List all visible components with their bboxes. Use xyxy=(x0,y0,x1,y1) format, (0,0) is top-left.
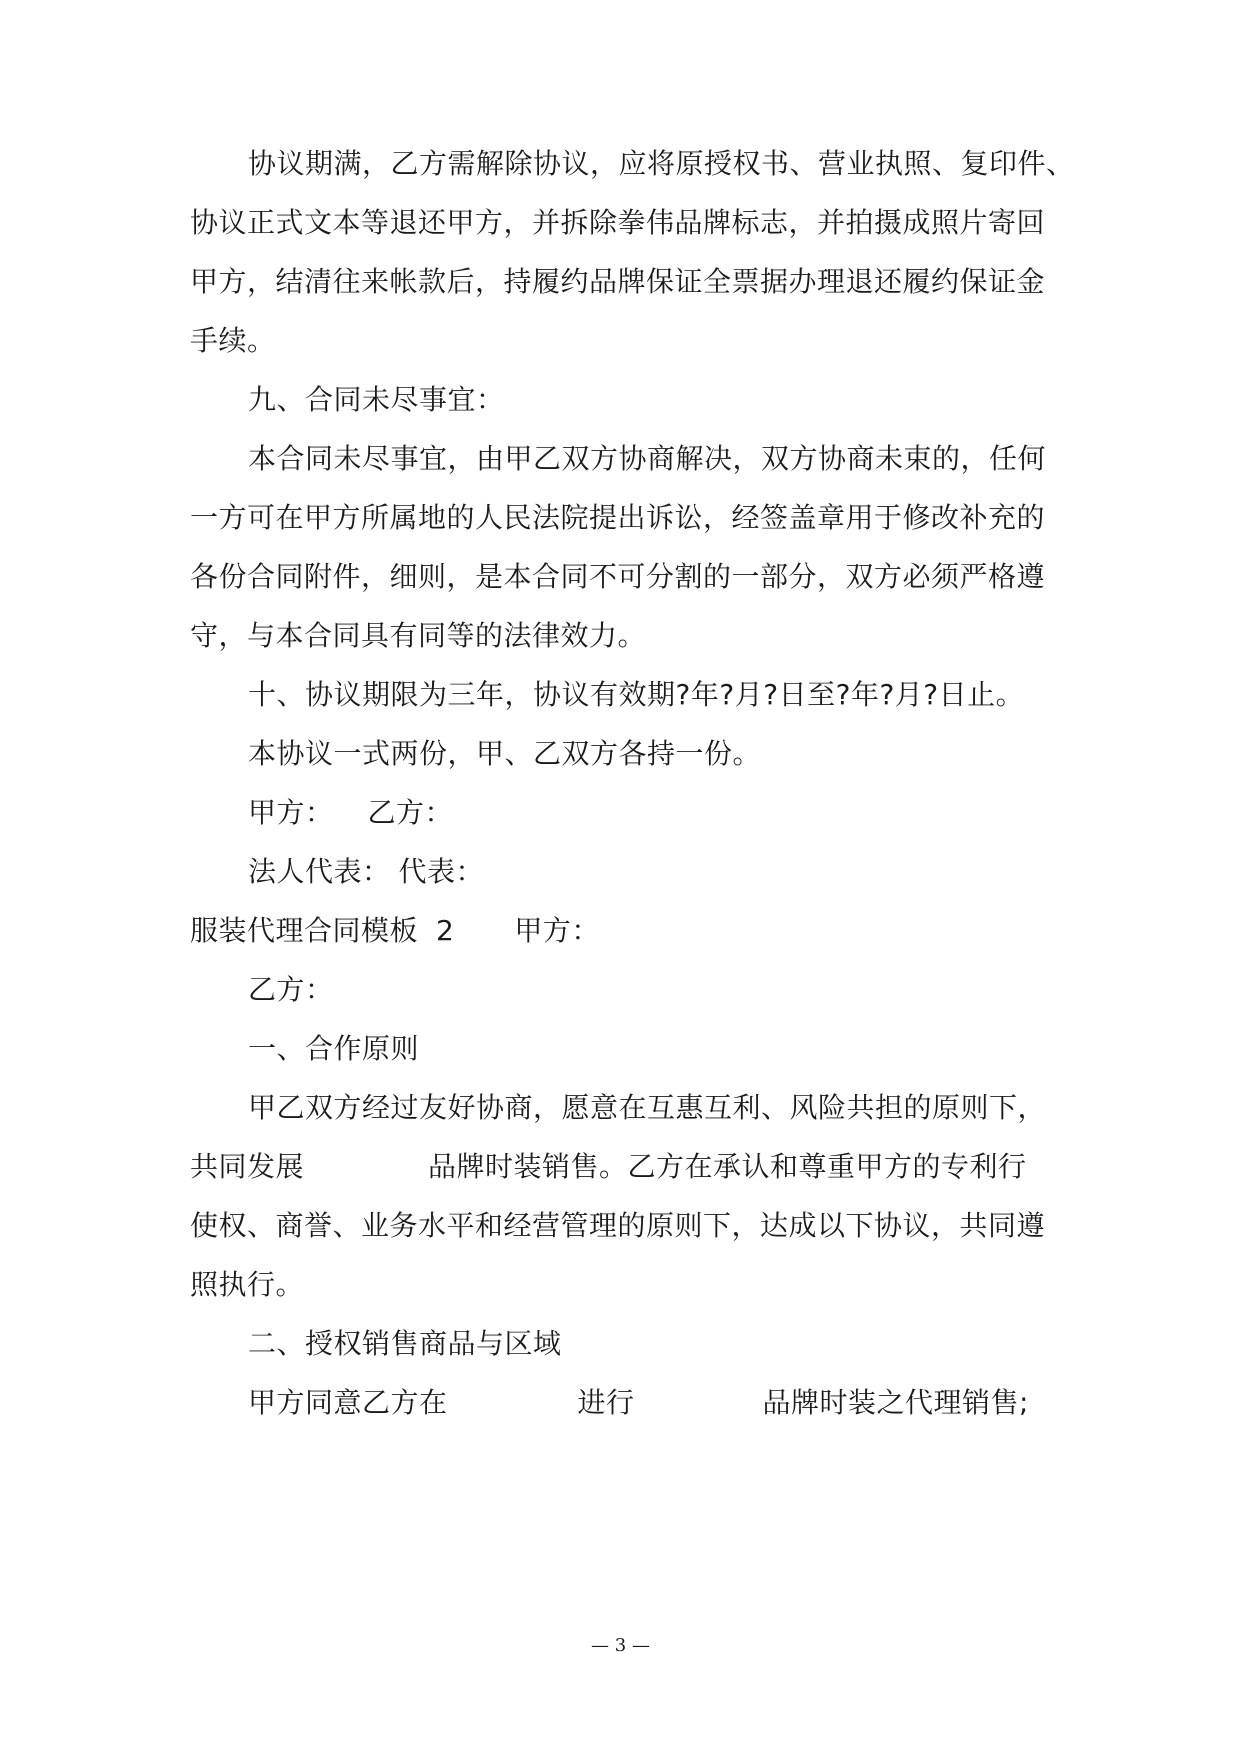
representative-label: 代表： xyxy=(398,855,485,888)
party-b-label: 乙方： xyxy=(248,973,334,1006)
paragraph-line: 照执行。 xyxy=(190,1268,305,1301)
paragraph-line xyxy=(190,1147,1027,1187)
paragraph-line xyxy=(248,1383,1029,1423)
paragraph-line: 十、协议期限为三年，协议有效期?年?月?日至?年?月?日止。 xyxy=(248,678,1025,711)
section-heading: 九、合同未尽事宜： xyxy=(248,383,505,416)
section-heading: 二、授权销售商品与区域 xyxy=(248,1327,562,1360)
contract-title: 服装代理合同模板 xyxy=(190,914,419,947)
paragraph-line: 守，与本合同具有同等的法律效力。 xyxy=(190,619,647,652)
paragraph-line: 一方可在甲方所属地的人民法院提出诉讼，经签盖章用于修改补充的 xyxy=(190,501,1046,534)
paragraph-line: 本协议一式两份，甲、乙双方各持一份。 xyxy=(248,737,762,770)
document-title-line xyxy=(190,911,600,951)
text-fragment: 进行 xyxy=(577,1386,635,1419)
section-heading: 一、合作原则 xyxy=(248,1032,420,1065)
page-number: — 3 — xyxy=(591,1635,650,1656)
paragraph-line: 甲乙双方经过友好协商，愿意在互惠互利、风险共担的原则下， xyxy=(248,1091,1047,1124)
legal-rep-label: 法人代表： xyxy=(248,855,391,888)
party-a-label: 甲方： xyxy=(514,914,600,947)
text-fragment: 甲方同意乙方在 xyxy=(248,1386,448,1419)
text-fragment: 品牌时装销售。乙方在承认和尊重甲方的专利行 xyxy=(428,1150,1027,1183)
signature-line xyxy=(248,852,484,892)
paragraph-line: 使权、商誉、业务水平和经营管理的原则下，达成以下协议，共同遵 xyxy=(190,1209,1046,1242)
contract-title-number: 2 xyxy=(436,914,455,947)
paragraph-line: 协议期满，乙方需解除协议，应将原授权书、营业执照、复印件、 xyxy=(248,147,1075,180)
party-b-label: 乙方： xyxy=(367,796,454,829)
signature-line xyxy=(248,793,453,833)
paragraph-line: 甲方，结清往来帐款后，持履约品牌保证全票据办理退还履约保证金 xyxy=(190,265,1046,298)
paragraph-line: 本合同未尽事宜，由甲乙双方协商解决，双方协商未束的，任何 xyxy=(248,442,1047,475)
text-fragment: 共同发展 xyxy=(190,1150,305,1183)
paragraph-line: 协议正式文本等退还甲方，并拆除拳伟品牌标志，并拍摄成照片寄回 xyxy=(190,206,1046,239)
text-fragment: 品牌时装之代理销售; xyxy=(762,1386,1029,1419)
paragraph-line: 手续。 xyxy=(190,324,276,357)
party-a-label: 甲方： xyxy=(248,796,334,829)
paragraph-line: 各份合同附件，细则，是本合同不可分割的一部分，双方必须严格遵 xyxy=(190,560,1046,593)
